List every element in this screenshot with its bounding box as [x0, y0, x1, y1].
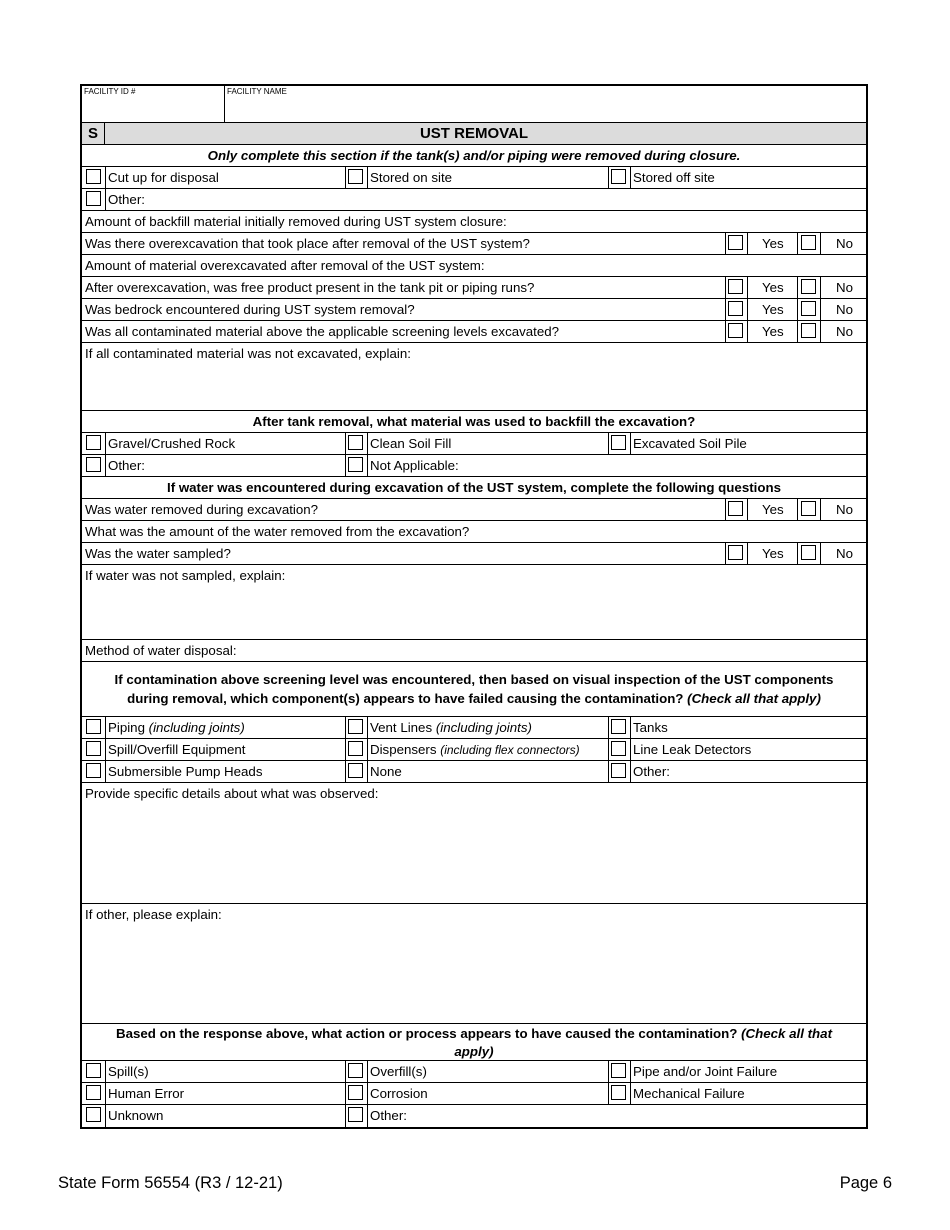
- disposal-other-label: Other:: [108, 192, 145, 207]
- facility-name-label: FACILITY NAME: [227, 87, 287, 96]
- tanks-checkbox[interactable]: [611, 719, 626, 734]
- water-removed-yes-checkbox[interactable]: [728, 501, 743, 516]
- facility-header: [82, 86, 866, 123]
- mechanical-failure-checkbox[interactable]: [611, 1085, 626, 1100]
- components-heading-line1: If contamination above screening level was encountered, then based on visual inspection of the UST components: [114, 672, 834, 687]
- cause-options-row-3: [82, 1105, 866, 1127]
- water-amount-row: [82, 521, 866, 543]
- water-removed-no-checkbox[interactable]: [801, 501, 816, 516]
- free-product-question: After overexcavation, was free product present in the tank pit or piping runs?: [85, 280, 535, 295]
- disposal-other-checkbox[interactable]: [86, 191, 101, 206]
- no-label: No: [836, 546, 853, 561]
- component-other-label: Other:: [633, 764, 670, 779]
- yes-label: Yes: [762, 236, 784, 251]
- piping-checkbox[interactable]: [86, 719, 101, 734]
- overexcavation-row: [82, 233, 866, 255]
- no-label: No: [836, 236, 853, 251]
- yes-label: Yes: [762, 302, 784, 317]
- cause-heading: Based on the response above, what action or process appears to have caused the contamination? (Check all that apply): [115, 1026, 832, 1059]
- no-label: No: [836, 280, 853, 295]
- clean-soil-label: Clean Soil Fill: [370, 436, 452, 451]
- water-amount-question: What was the amount of the water removed from the excavation?: [85, 524, 470, 539]
- water-heading: If water was encountered during excavation of the UST system, complete the following questions: [167, 480, 781, 495]
- water-removed-question: Was water removed during excavation?: [85, 502, 319, 517]
- water-not-sampled-field[interactable]: [82, 565, 866, 640]
- no-label: No: [836, 502, 853, 517]
- line-leak-label: Line Leak Detectors: [633, 742, 752, 757]
- form-id: State Form 56554 (R3 / 12-21): [58, 1174, 283, 1192]
- backfill-options-row-2: [82, 455, 866, 477]
- stored-on-site-checkbox[interactable]: [348, 169, 363, 184]
- tanks-label: Tanks: [633, 720, 668, 735]
- other-explain-field[interactable]: [82, 904, 866, 1024]
- ust-removal-form: [80, 84, 868, 1129]
- yes-label: Yes: [762, 546, 784, 561]
- yes-label: Yes: [762, 502, 784, 517]
- overexcavation-yes-checkbox[interactable]: [728, 235, 743, 250]
- stored-on-site-label: Stored on site: [370, 170, 453, 185]
- overfills-checkbox[interactable]: [348, 1063, 363, 1078]
- no-label: No: [836, 302, 853, 317]
- backfill-heading-row: [82, 411, 866, 433]
- cut-up-checkbox[interactable]: [86, 169, 101, 184]
- cause-other-checkbox[interactable]: [348, 1107, 363, 1122]
- spills-checkbox[interactable]: [86, 1063, 101, 1078]
- excavated-soil-label: Excavated Soil Pile: [633, 436, 747, 451]
- components-options-row-1: [82, 717, 866, 739]
- water-removed-row: [82, 499, 866, 521]
- water-sampled-question: Was the water sampled?: [85, 546, 231, 561]
- corrosion-checkbox[interactable]: [348, 1085, 363, 1100]
- human-error-label: Human Error: [108, 1086, 185, 1101]
- not-applicable-label: Not Applicable:: [370, 458, 459, 473]
- cut-up-label: Cut up for disposal: [108, 170, 219, 185]
- section-instruction-row: [82, 145, 866, 167]
- pipe-joint-failure-checkbox[interactable]: [611, 1063, 626, 1078]
- vent-lines-checkbox[interactable]: [348, 719, 363, 734]
- disposal-other-row: [82, 189, 866, 211]
- water-not-sampled-label: If water was not sampled, explain:: [85, 568, 286, 583]
- human-error-checkbox[interactable]: [86, 1085, 101, 1100]
- excavated-soil-checkbox[interactable]: [611, 435, 626, 450]
- water-sampled-yes-checkbox[interactable]: [728, 545, 743, 560]
- water-sampled-row: [82, 543, 866, 565]
- water-disposal-row[interactable]: [82, 640, 866, 662]
- backfill-heading: After tank removal, what material was used to backfill the excavation?: [252, 414, 696, 429]
- vent-lines-label: Vent Lines (including joints): [370, 720, 532, 735]
- cause-options-row-2: [82, 1083, 866, 1105]
- overexcavated-amount-question: Amount of material overexcavated after removal of the UST system:: [85, 258, 485, 273]
- details-observed-field[interactable]: [82, 783, 866, 904]
- no-label: No: [836, 324, 853, 339]
- stored-off-site-checkbox[interactable]: [611, 169, 626, 184]
- section-title: UST REMOVAL: [419, 125, 529, 142]
- section-instruction: Only complete this section if the tank(s) and/or piping were removed during closure.: [207, 148, 741, 163]
- free-product-yes-checkbox[interactable]: [728, 279, 743, 294]
- components-options-row-3: [82, 761, 866, 783]
- mechanical-failure-label: Mechanical Failure: [633, 1086, 745, 1101]
- components-heading-row: [82, 662, 866, 717]
- spill-overfill-label: Spill/Overfill Equipment: [108, 742, 246, 757]
- gravel-label: Gravel/Crushed Rock: [108, 436, 236, 451]
- dispensers-label: Dispensers (including flex connectors): [370, 742, 580, 757]
- components-heading-line2: during removal, which component(s) appears to have failed causing the contamination? (Check all that apply): [127, 691, 821, 706]
- stored-off-site-label: Stored off site: [633, 170, 715, 185]
- component-other-checkbox[interactable]: [611, 763, 626, 778]
- overexcavated-amount-row: [82, 255, 866, 277]
- clean-soil-checkbox[interactable]: [348, 435, 363, 450]
- spills-label: Spill(s): [108, 1064, 149, 1079]
- water-disposal-label: Method of water disposal:: [85, 643, 237, 658]
- none-checkbox[interactable]: [348, 763, 363, 778]
- backfill-options-row-1: [82, 433, 866, 455]
- bedrock-yes-checkbox[interactable]: [728, 301, 743, 316]
- section-letter: S: [82, 123, 105, 144]
- spill-overfill-checkbox[interactable]: [86, 741, 101, 756]
- line-leak-checkbox[interactable]: [611, 741, 626, 756]
- contaminated-excavated-row: [82, 321, 866, 343]
- gravel-checkbox[interactable]: [86, 435, 101, 450]
- not-excavated-explain-label: If all contaminated material was not excavated, explain:: [85, 346, 411, 361]
- other-explain-label: If other, please explain:: [85, 907, 222, 922]
- section-title-bar: [82, 123, 866, 145]
- contaminated-yes-checkbox[interactable]: [728, 323, 743, 338]
- water-heading-row: [82, 477, 866, 499]
- cause-heading-row: [82, 1024, 866, 1061]
- free-product-no-checkbox[interactable]: [801, 279, 816, 294]
- none-label: None: [370, 764, 402, 779]
- cause-other-label: Other:: [370, 1108, 407, 1123]
- corrosion-label: Corrosion: [370, 1086, 428, 1101]
- disposal-options-row: [82, 167, 866, 189]
- backfill-other-checkbox[interactable]: [86, 457, 101, 472]
- overexcavation-question: Was there overexcavation that took place after removal of the UST system?: [85, 236, 530, 251]
- unknown-checkbox[interactable]: [86, 1107, 101, 1122]
- free-product-row: [82, 277, 866, 299]
- bedrock-question: Was bedrock encountered during UST system removal?: [85, 302, 415, 317]
- not-excavated-explain-field[interactable]: [82, 343, 866, 411]
- piping-label: Piping (including joints): [108, 720, 245, 735]
- components-options-row-2: [82, 739, 866, 761]
- backfill-other-label: Other:: [108, 458, 145, 473]
- contaminated-excavated-question: Was all contaminated material above the applicable screening levels excavated?: [85, 324, 560, 339]
- bedrock-no-checkbox[interactable]: [801, 301, 816, 316]
- contaminated-no-checkbox[interactable]: [801, 323, 816, 338]
- backfill-removed-question: Amount of backfill material initially removed during UST system closure:: [85, 214, 507, 229]
- yes-label: Yes: [762, 280, 784, 295]
- water-sampled-no-checkbox[interactable]: [801, 545, 816, 560]
- bedrock-row: [82, 299, 866, 321]
- yes-label: Yes: [762, 324, 784, 339]
- overfills-label: Overfill(s): [370, 1064, 427, 1079]
- cause-options-row-1: [82, 1061, 866, 1083]
- pump-heads-checkbox[interactable]: [86, 763, 101, 778]
- not-applicable-checkbox[interactable]: [348, 457, 363, 472]
- dispensers-checkbox[interactable]: [348, 741, 363, 756]
- details-observed-label: Provide specific details about what was observed:: [85, 786, 379, 801]
- pipe-joint-failure-label: Pipe and/or Joint Failure: [633, 1064, 778, 1079]
- page-number: Page 6: [839, 1174, 892, 1192]
- backfill-removed-row: [82, 211, 866, 233]
- overexcavation-no-checkbox[interactable]: [801, 235, 816, 250]
- unknown-label: Unknown: [108, 1108, 164, 1123]
- pump-heads-label: Submersible Pump Heads: [108, 764, 263, 779]
- facility-id-label: FACILITY ID #: [84, 87, 136, 96]
